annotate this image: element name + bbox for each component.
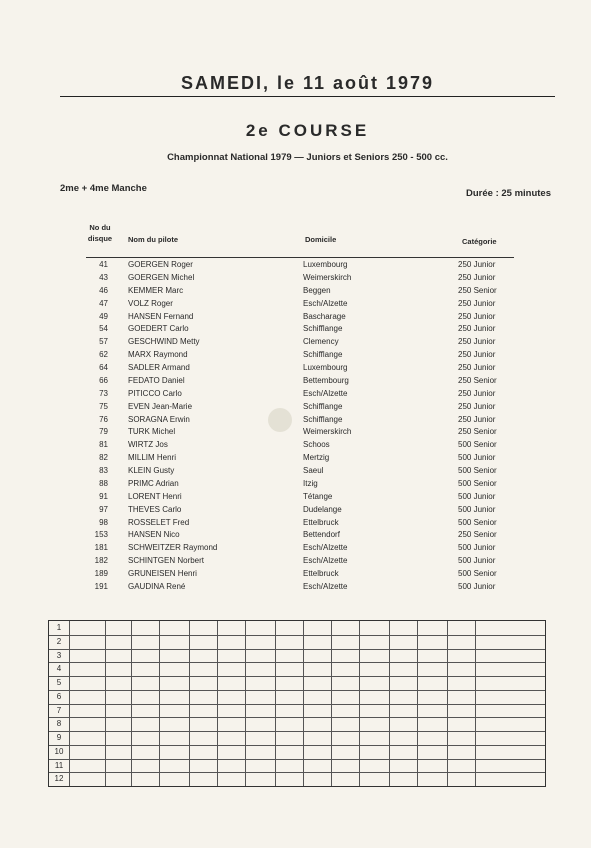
rider-domicile: Saeul bbox=[303, 466, 324, 475]
rider-category: 250 Junior bbox=[458, 401, 496, 411]
rider-name: KEMMER Marc bbox=[128, 285, 184, 295]
rider-category: 250 Junior bbox=[458, 311, 496, 321]
rider-number: 66 bbox=[99, 375, 108, 385]
rider-category: 250 Junior bbox=[458, 363, 496, 372]
rider-category: 500 Junior bbox=[458, 453, 496, 463]
rider-name: ROSSELET Fred bbox=[128, 517, 190, 527]
rider-domicile: Dudelange bbox=[303, 504, 342, 514]
column-header-categorie: Catégorie bbox=[462, 237, 497, 246]
rider-row bbox=[0, 439, 591, 452]
grid-column-line bbox=[447, 621, 448, 786]
rider-row bbox=[0, 504, 591, 517]
rider-domicile: Luxembourg bbox=[303, 363, 348, 372]
rider-category: 500 Junior bbox=[458, 581, 496, 591]
rider-row bbox=[0, 362, 591, 375]
rider-row bbox=[0, 529, 591, 542]
rider-name: WIRTZ Jos bbox=[128, 440, 168, 450]
grid-row-line bbox=[49, 676, 545, 677]
rider-row bbox=[0, 555, 591, 568]
lap-scoring-grid bbox=[48, 620, 546, 787]
rider-row bbox=[0, 298, 591, 311]
rider-category: 250 Senior bbox=[458, 285, 497, 295]
grid-column-line bbox=[105, 621, 106, 786]
title-rule bbox=[60, 96, 555, 97]
grid-row-line bbox=[49, 745, 545, 746]
grid-column-line bbox=[331, 621, 332, 786]
rider-category: 250 Senior bbox=[458, 375, 497, 385]
rider-number: 153 bbox=[94, 530, 108, 540]
rider-name: GRUNEISEN Henri bbox=[128, 569, 197, 578]
rider-category: 250 Senior bbox=[458, 530, 497, 540]
rider-domicile: Bettendorf bbox=[303, 530, 340, 540]
rider-domicile: Schoos bbox=[303, 440, 330, 450]
rider-name: VOLZ Roger bbox=[128, 298, 173, 308]
rider-row bbox=[0, 426, 591, 439]
rider-name: GESCHWIND Metty bbox=[128, 337, 200, 347]
rider-row bbox=[0, 517, 591, 530]
rider-domicile: Luxembourg bbox=[303, 260, 348, 269]
rider-category: 250 Junior bbox=[458, 350, 496, 360]
rider-row bbox=[0, 285, 591, 298]
rider-name: GOERGEN Roger bbox=[128, 260, 193, 269]
rider-number: 76 bbox=[99, 414, 108, 424]
rider-domicile: Esch/Alzette bbox=[303, 556, 348, 566]
rider-number: 47 bbox=[99, 298, 108, 308]
grid-row-line bbox=[49, 731, 545, 732]
rider-number: 182 bbox=[94, 556, 108, 566]
grid-column-line bbox=[245, 621, 246, 786]
grid-row-number: 10 bbox=[54, 746, 64, 756]
rider-number: 62 bbox=[99, 350, 108, 360]
rider-category: 250 Junior bbox=[458, 337, 496, 347]
rider-name: GOERGEN Michel bbox=[128, 272, 195, 282]
rider-category: 250 Junior bbox=[458, 272, 496, 282]
rider-category: 250 Junior bbox=[458, 414, 496, 424]
rider-domicile: Esch/Alzette bbox=[303, 543, 348, 553]
rider-domicile: Ettelbruck bbox=[303, 569, 339, 578]
grid-row-line bbox=[49, 635, 545, 636]
rider-category: 500 Junior bbox=[458, 556, 496, 566]
rider-number: 57 bbox=[99, 337, 108, 347]
rider-number: 191 bbox=[94, 581, 108, 591]
rider-domicile: Clemency bbox=[303, 337, 339, 347]
rider-category: 500 Senior bbox=[458, 440, 497, 450]
rider-domicile: Schifflange bbox=[303, 414, 343, 424]
championship-subtitle: Championnat National 1979 — Juniors et Seniors 250 - 500 cc. bbox=[167, 152, 448, 163]
grid-row-line bbox=[49, 772, 545, 773]
rider-name: PITICCO Carlo bbox=[128, 388, 182, 398]
rider-category: 500 Senior bbox=[458, 466, 497, 475]
rider-number: 54 bbox=[99, 324, 108, 334]
rider-name: HANSEN Nico bbox=[128, 530, 180, 540]
rider-number: 189 bbox=[94, 569, 108, 578]
rider-row bbox=[0, 336, 591, 349]
rider-number: 64 bbox=[99, 363, 108, 372]
rider-domicile: Mertzig bbox=[303, 453, 330, 463]
rider-name: GOEDERT Carlo bbox=[128, 324, 189, 334]
grid-row-number: 8 bbox=[56, 719, 62, 729]
grid-row-line bbox=[49, 717, 545, 718]
grid-column-line bbox=[475, 621, 476, 786]
rider-row bbox=[0, 259, 591, 272]
rider-domicile: Esch/Alzette bbox=[303, 388, 348, 398]
rider-row bbox=[0, 491, 591, 504]
grid-row-number: 9 bbox=[56, 733, 62, 742]
rider-domicile: Schifflange bbox=[303, 401, 343, 411]
rider-domicile: Bettembourg bbox=[303, 375, 349, 385]
rider-domicile: Beggen bbox=[303, 285, 331, 295]
grid-row-number: 12 bbox=[54, 774, 64, 784]
rider-row bbox=[0, 478, 591, 491]
rider-category: 500 Senior bbox=[458, 517, 497, 527]
rider-domicile: Schifflange bbox=[303, 350, 343, 360]
rider-row bbox=[0, 542, 591, 555]
grid-row-line bbox=[49, 649, 545, 650]
grid-column-line bbox=[131, 621, 132, 786]
rider-name: SCHINTGEN Norbert bbox=[128, 556, 205, 566]
grid-column-line bbox=[69, 621, 70, 786]
rider-category: 250 Junior bbox=[458, 260, 496, 269]
grid-row-number: 3 bbox=[56, 650, 62, 660]
rider-row bbox=[0, 452, 591, 465]
rider-number: 41 bbox=[99, 260, 108, 269]
grid-row-number: 2 bbox=[56, 636, 62, 646]
rider-row bbox=[0, 414, 591, 427]
rider-number: 79 bbox=[99, 427, 108, 437]
rider-category: 250 Junior bbox=[458, 298, 496, 308]
rider-domicile: Weimerskirch bbox=[303, 272, 352, 282]
grid-column-line bbox=[189, 621, 190, 786]
rider-domicile: Bascharage bbox=[303, 311, 346, 321]
grid-row-line bbox=[49, 704, 545, 705]
rider-row bbox=[0, 323, 591, 336]
rider-number: 49 bbox=[99, 311, 108, 321]
rider-category: 250 Junior bbox=[458, 388, 496, 398]
rider-number: 83 bbox=[99, 466, 108, 475]
rider-number: 181 bbox=[94, 543, 108, 553]
grid-row-line bbox=[49, 690, 545, 691]
rider-row bbox=[0, 272, 591, 285]
rider-name: THEVES Carlo bbox=[128, 504, 182, 514]
rider-domicile: Esch/Alzette bbox=[303, 298, 348, 308]
rider-name: TURK Michel bbox=[128, 427, 176, 437]
rider-number: 98 bbox=[99, 517, 108, 527]
course-title: 2e COURSE bbox=[245, 121, 370, 140]
rider-name: MILLIM Henri bbox=[128, 453, 177, 463]
grid-row-line bbox=[49, 662, 545, 663]
rider-category: 500 Junior bbox=[458, 504, 496, 514]
rider-number: 97 bbox=[99, 504, 108, 514]
rider-name: GAUDINA René bbox=[128, 581, 186, 591]
grid-row-number: 7 bbox=[56, 705, 62, 715]
rider-row bbox=[0, 465, 591, 478]
stamp-mark bbox=[268, 408, 292, 432]
grid-row-number: 1 bbox=[56, 623, 62, 632]
rider-category: 500 Senior bbox=[458, 569, 497, 578]
grid-column-line bbox=[303, 621, 304, 786]
rider-name: MARX Raymond bbox=[128, 350, 188, 360]
rider-name: PRIMC Adrian bbox=[128, 478, 179, 488]
grid-column-line bbox=[159, 621, 160, 786]
grid-column-line bbox=[389, 621, 390, 786]
grid-row-number: 4 bbox=[56, 664, 62, 674]
rider-domicile: Ettelbruck bbox=[303, 517, 339, 527]
rider-name: SORAGNA Erwin bbox=[128, 414, 190, 424]
rider-number: 91 bbox=[99, 491, 108, 501]
rider-row bbox=[0, 349, 591, 362]
rider-domicile: Tétange bbox=[303, 491, 333, 501]
rider-row bbox=[0, 401, 591, 414]
grid-column-line bbox=[359, 621, 360, 786]
grid-column-line bbox=[217, 621, 218, 786]
grid-row-number: 5 bbox=[56, 678, 62, 687]
rider-domicile: Itzig bbox=[303, 478, 318, 488]
column-header-no: No du disque bbox=[87, 223, 113, 243]
rider-name: SADLER Armand bbox=[128, 363, 190, 372]
rider-number: 43 bbox=[99, 272, 108, 282]
rider-name: SCHWEITZER Raymond bbox=[128, 543, 218, 553]
rider-number: 88 bbox=[99, 478, 108, 488]
date-title: SAMEDI, le 11 août 1979 bbox=[180, 73, 435, 93]
rider-number: 82 bbox=[99, 453, 108, 463]
rider-name: FEDATO Daniel bbox=[128, 375, 185, 385]
rider-name: LORENT Henri bbox=[128, 491, 182, 501]
rider-row bbox=[0, 375, 591, 388]
rider-name: HANSEN Fernand bbox=[128, 311, 194, 321]
rider-number: 46 bbox=[99, 285, 108, 295]
rider-row bbox=[0, 388, 591, 401]
grid-column-line bbox=[275, 621, 276, 786]
column-header-nom: Nom du pilote bbox=[128, 235, 178, 244]
grid-row-number: 6 bbox=[56, 691, 62, 701]
rider-list bbox=[0, 259, 591, 594]
rider-category: 250 Senior bbox=[458, 427, 497, 437]
rider-row bbox=[0, 581, 591, 594]
rider-domicile: Schifflange bbox=[303, 324, 343, 334]
rider-number: 81 bbox=[99, 440, 108, 450]
rider-domicile: Weimerskirch bbox=[303, 427, 352, 437]
rider-row bbox=[0, 568, 591, 581]
header-rule bbox=[86, 257, 514, 258]
manche-label: 2me + 4me Manche bbox=[60, 183, 147, 194]
rider-domicile: Esch/Alzette bbox=[303, 581, 348, 591]
rider-number: 75 bbox=[99, 401, 108, 411]
grid-row-number: 11 bbox=[54, 760, 64, 770]
rider-category: 250 Junior bbox=[458, 324, 496, 334]
rider-row bbox=[0, 311, 591, 324]
column-header-domicile: Domicile bbox=[305, 235, 337, 244]
duration-label: Durée : 25 minutes bbox=[466, 188, 551, 199]
rider-category: 500 Junior bbox=[458, 543, 496, 553]
rider-number: 73 bbox=[99, 388, 108, 398]
rider-name: EVEN Jean-Marie bbox=[128, 401, 193, 411]
rider-name: KLEIN Gusty bbox=[128, 466, 175, 475]
grid-row-line bbox=[49, 759, 545, 760]
rider-category: 500 Junior bbox=[458, 491, 496, 501]
grid-column-line bbox=[417, 621, 418, 786]
rider-category: 500 Senior bbox=[458, 478, 497, 488]
